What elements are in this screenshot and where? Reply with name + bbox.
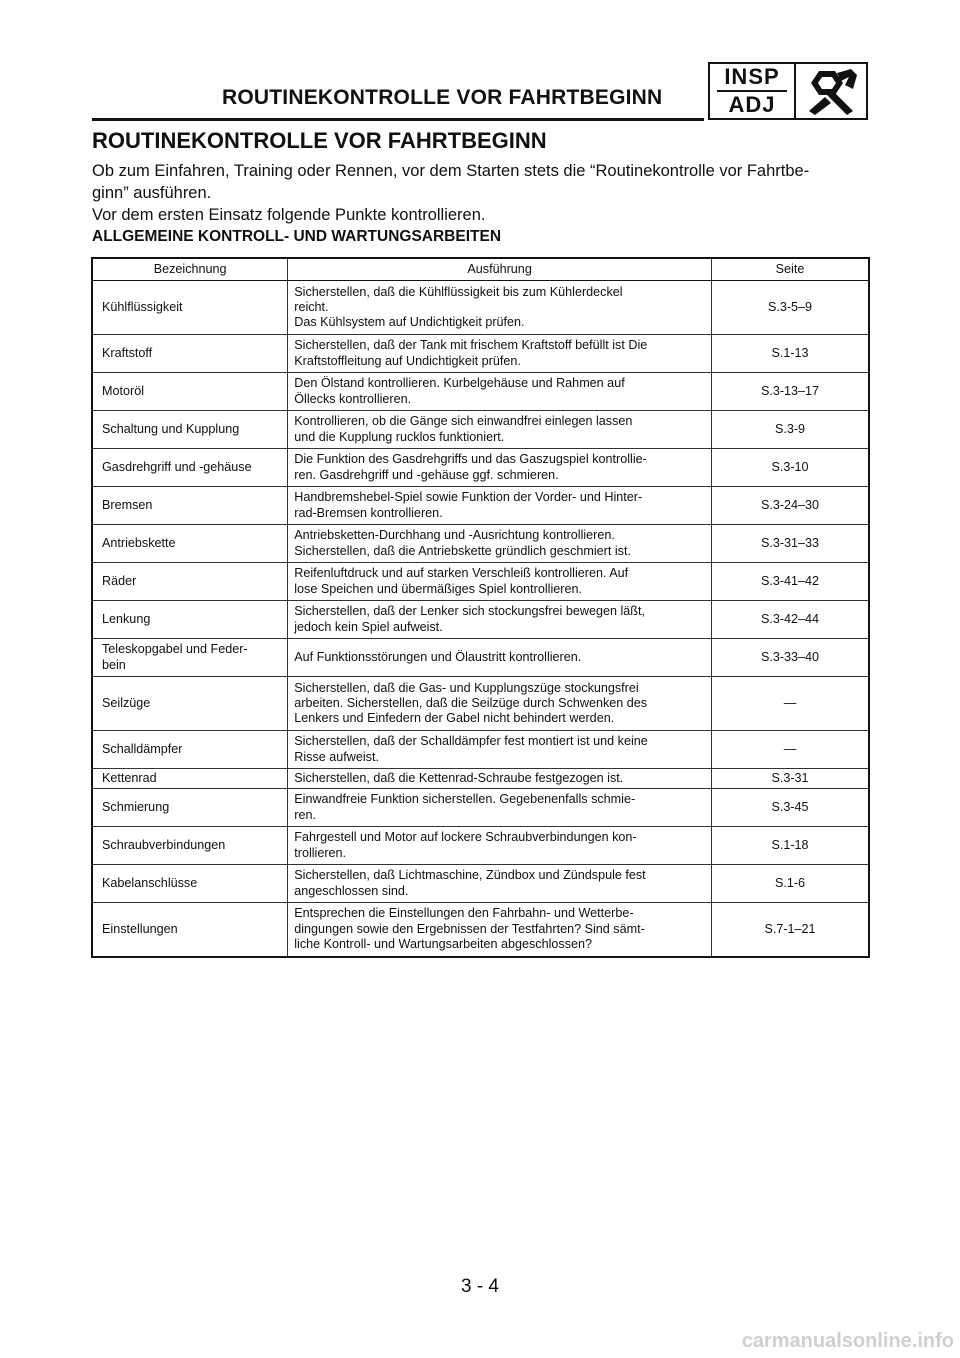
table-row bbox=[92, 731, 869, 769]
cell-procedure bbox=[288, 865, 712, 903]
cell-procedure-line: Die Funktion des Gasdrehgriffs und das Gaszugspiel kontrollie- bbox=[294, 452, 647, 467]
column-header-page: Seite bbox=[712, 258, 870, 281]
table-row bbox=[92, 373, 869, 411]
cell-procedure-line: Sicherstellen, daß der Schalldämpfer fest montiert ist und keine bbox=[294, 734, 648, 749]
inspection-table bbox=[91, 257, 870, 958]
cell-name bbox=[92, 769, 288, 789]
cell-name-line: Schmierung bbox=[102, 799, 170, 814]
intro-line-2: ginn” ausführen. bbox=[92, 184, 212, 202]
cell-name bbox=[92, 601, 288, 639]
table-row bbox=[92, 827, 869, 865]
cell-page: S.3-10 bbox=[712, 449, 870, 487]
cell-procedure bbox=[288, 525, 712, 563]
cell-page: S.3-33–40 bbox=[712, 639, 870, 677]
cell-procedure-line: lose Speichen und übermäßiges Spiel kontrollieren. bbox=[294, 581, 582, 596]
cell-name-line: Kraftstoff bbox=[102, 345, 153, 360]
cell-name bbox=[92, 563, 288, 601]
header-rule bbox=[92, 118, 704, 121]
cell-procedure-line: Sicherstellen, daß der Tank mit frischem Kraftstoff befüllt ist Die bbox=[294, 338, 648, 353]
cell-procedure bbox=[288, 731, 712, 769]
cell-name bbox=[92, 639, 288, 677]
cell-procedure-line: Sicherstellen, daß die Gas- und Kupplungszüge stockungsfrei bbox=[294, 680, 639, 695]
cell-page: S.3-31 bbox=[712, 769, 870, 789]
cell-procedure bbox=[288, 601, 712, 639]
cell-page: S.3-45 bbox=[712, 789, 870, 827]
cell-procedure bbox=[288, 411, 712, 449]
table-row bbox=[92, 639, 869, 677]
cell-procedure-line: angeschlossen sind. bbox=[294, 883, 409, 898]
cell-procedure bbox=[288, 335, 712, 373]
cell-procedure-line: Antriebsketten-Durchhang und -Ausrichtung kontrollieren. bbox=[294, 528, 615, 543]
cell-procedure-line: Das Kühlsystem auf Undichtigkeit prüfen. bbox=[294, 315, 525, 330]
cell-page: S.3-42–44 bbox=[712, 601, 870, 639]
cell-name-line: Gasdrehgriff und -gehäuse bbox=[102, 459, 252, 474]
cell-procedure bbox=[288, 281, 712, 335]
cell-procedure-line: Sicherstellen, daß die Antriebskette gründlich geschmiert ist. bbox=[294, 543, 631, 558]
table-row bbox=[92, 903, 869, 957]
cell-name bbox=[92, 677, 288, 731]
cell-page: S.1-13 bbox=[712, 335, 870, 373]
cell-procedure-line: Reifenluftdruck und auf starken Verschleiß kontrollieren. Auf bbox=[294, 566, 629, 581]
cell-procedure-line: liche Kontroll- und Wartungsarbeiten abgeschlossen? bbox=[294, 936, 593, 951]
cell-name-line: Lenkung bbox=[102, 611, 151, 626]
cell-name-line: bein bbox=[102, 657, 126, 672]
cell-procedure-line: Öllecks kontrollieren. bbox=[294, 391, 412, 406]
cell-procedure-line: ren. bbox=[294, 807, 316, 822]
cell-name bbox=[92, 525, 288, 563]
subheading: ALLGEMEINE KONTROLL- UND WARTUNGSARBEITEN bbox=[92, 228, 502, 245]
cell-name bbox=[92, 281, 288, 335]
cell-page: — bbox=[712, 731, 870, 769]
cell-procedure-line: jedoch kein Spiel aufweist. bbox=[294, 619, 443, 634]
cell-page: S.3-41–42 bbox=[712, 563, 870, 601]
cell-procedure bbox=[288, 563, 712, 601]
cell-name bbox=[92, 827, 288, 865]
insp-adj-badge bbox=[708, 62, 868, 120]
cell-procedure-line: Entsprechen die Einstellungen den Fahrbahn- und Wetterbe- bbox=[294, 906, 634, 921]
table-row bbox=[92, 449, 869, 487]
table-row bbox=[92, 411, 869, 449]
cell-name bbox=[92, 373, 288, 411]
section-title: ROUTINEKONTROLLE VOR FAHRTBEGINN bbox=[92, 128, 547, 153]
cell-procedure-line: Sicherstellen, daß die Kettenrad-Schraube festgezogen ist. bbox=[294, 770, 624, 785]
cell-name-line: Räder bbox=[102, 573, 137, 588]
intro-text bbox=[92, 160, 872, 226]
cell-page: S.3-5–9 bbox=[712, 281, 870, 335]
cell-procedure-line: reicht. bbox=[294, 299, 329, 314]
cell-procedure-line: Sicherstellen, daß die Kühlflüssigkeit bis zum Kühlerdeckel bbox=[294, 284, 623, 299]
cell-procedure-line: rad-Bremsen kontrollieren. bbox=[294, 505, 443, 520]
table-row bbox=[92, 281, 869, 335]
cell-page: S.3-13–17 bbox=[712, 373, 870, 411]
table-row bbox=[92, 525, 869, 563]
table-header-row bbox=[92, 258, 869, 281]
cell-procedure-line: und die Kupplung rucklos funktioniert. bbox=[294, 429, 505, 444]
cell-name bbox=[92, 903, 288, 957]
cell-name bbox=[92, 411, 288, 449]
cell-name bbox=[92, 449, 288, 487]
cell-name-line: Schraubverbindungen bbox=[102, 837, 226, 852]
cell-procedure-line: Fahrgestell und Motor auf lockere Schraubverbindungen kon- bbox=[294, 830, 637, 845]
cell-name bbox=[92, 789, 288, 827]
table-row bbox=[92, 789, 869, 827]
cell-name-line: Seilzüge bbox=[102, 695, 151, 710]
cell-name bbox=[92, 865, 288, 903]
cell-procedure-line: Risse aufweist. bbox=[294, 749, 379, 764]
cell-procedure-line: Lenkers und Einfedern der Gabel nicht behindert werden. bbox=[294, 711, 615, 726]
cell-procedure-line: Kontrollieren, ob die Gänge sich einwandfrei einlegen lassen bbox=[294, 414, 633, 429]
cell-name-line: Kabelanschlüsse bbox=[102, 875, 198, 890]
badge-label bbox=[710, 64, 796, 118]
table-row bbox=[92, 677, 869, 731]
cell-name-line: Kettenrad bbox=[102, 770, 157, 785]
cell-procedure-line: ren. Gasdrehgriff und -gehäuse ggf. schmieren. bbox=[294, 467, 559, 482]
table-body bbox=[92, 281, 869, 957]
cell-page: S.7-1–21 bbox=[712, 903, 870, 957]
badge-label-top: INSP bbox=[724, 64, 780, 89]
cell-procedure-line: Den Ölstand kontrollieren. Kurbelgehäuse und Rahmen auf bbox=[294, 376, 625, 391]
cell-procedure-line: Kraftstoffleitung auf Undichtigkeit prüfen. bbox=[294, 353, 521, 368]
cell-page: S.3-31–33 bbox=[712, 525, 870, 563]
table-row bbox=[92, 601, 869, 639]
cell-procedure bbox=[288, 827, 712, 865]
column-header-name: Bezeichnung bbox=[92, 258, 288, 281]
watermark: carmanualsonline.info bbox=[741, 1330, 954, 1352]
cell-page: — bbox=[712, 677, 870, 731]
cell-name-line: Kühlflüssigkeit bbox=[102, 299, 183, 314]
cell-name-line: Teleskopgabel und Feder- bbox=[102, 642, 248, 657]
wrench-icon bbox=[796, 64, 866, 118]
table-row bbox=[92, 865, 869, 903]
cell-procedure bbox=[288, 449, 712, 487]
cell-page: S.3-24–30 bbox=[712, 487, 870, 525]
badge-label-bottom: ADJ bbox=[728, 92, 776, 117]
cell-procedure-line: Sicherstellen, daß der Lenker sich stockungsfrei bewegen läßt, bbox=[294, 604, 645, 619]
cell-procedure bbox=[288, 789, 712, 827]
cell-page: S.1-18 bbox=[712, 827, 870, 865]
cell-name-line: Antriebskette bbox=[102, 535, 176, 550]
cell-procedure-line: Auf Funktionsstörungen und Ölaustritt kontrollieren. bbox=[294, 649, 582, 664]
cell-name bbox=[92, 335, 288, 373]
cell-procedure-line: Sicherstellen, daß Lichtmaschine, Zündbox und Zündspule fest bbox=[294, 868, 646, 883]
table-row bbox=[92, 335, 869, 373]
cell-page: S.3-9 bbox=[712, 411, 870, 449]
column-header-procedure: Ausführung bbox=[288, 258, 712, 281]
cell-procedure bbox=[288, 677, 712, 731]
cell-procedure-line: Einwandfreie Funktion sicherstellen. Gegebenenfalls schmie- bbox=[294, 792, 636, 807]
table-row bbox=[92, 563, 869, 601]
cell-procedure bbox=[288, 903, 712, 957]
cell-name bbox=[92, 487, 288, 525]
cell-name-line: Schalldämpfer bbox=[102, 741, 183, 756]
header-title: ROUTINEKONTROLLE VOR FAHRTBEGINN bbox=[222, 86, 663, 109]
cell-page: S.1-6 bbox=[712, 865, 870, 903]
cell-procedure bbox=[288, 487, 712, 525]
cell-procedure-line: Handbremshebel-Spiel sowie Funktion der Vorder- und Hinter- bbox=[294, 490, 643, 505]
cell-name-line: Einstellungen bbox=[102, 921, 178, 936]
cell-procedure bbox=[288, 769, 712, 789]
cell-procedure bbox=[288, 639, 712, 677]
cell-name bbox=[92, 731, 288, 769]
cell-name-line: Bremsen bbox=[102, 497, 153, 512]
cell-procedure-line: dingungen sowie den Ergebnissen der Testfahrten? Sind sämt- bbox=[294, 921, 645, 936]
table-row bbox=[92, 487, 869, 525]
cell-name-line: Schaltung und Kupplung bbox=[102, 421, 240, 436]
cell-procedure bbox=[288, 373, 712, 411]
cell-procedure-line: arbeiten. Sicherstellen, daß die Seilzüge durch Schwenken des bbox=[294, 695, 648, 710]
cell-name-line: Motoröl bbox=[102, 383, 144, 398]
page-number: 3 - 4 bbox=[460, 1276, 500, 1297]
cell-procedure-line: trollieren. bbox=[294, 845, 347, 860]
table-row bbox=[92, 769, 869, 789]
intro-line-3: Vor dem ersten Einsatz folgende Punkte kontrollieren. bbox=[92, 206, 486, 224]
intro-line-1: Ob zum Einfahren, Training oder Rennen, vor dem Starten stets die “Routinekontrolle vor Fahrtbe- bbox=[92, 162, 810, 180]
